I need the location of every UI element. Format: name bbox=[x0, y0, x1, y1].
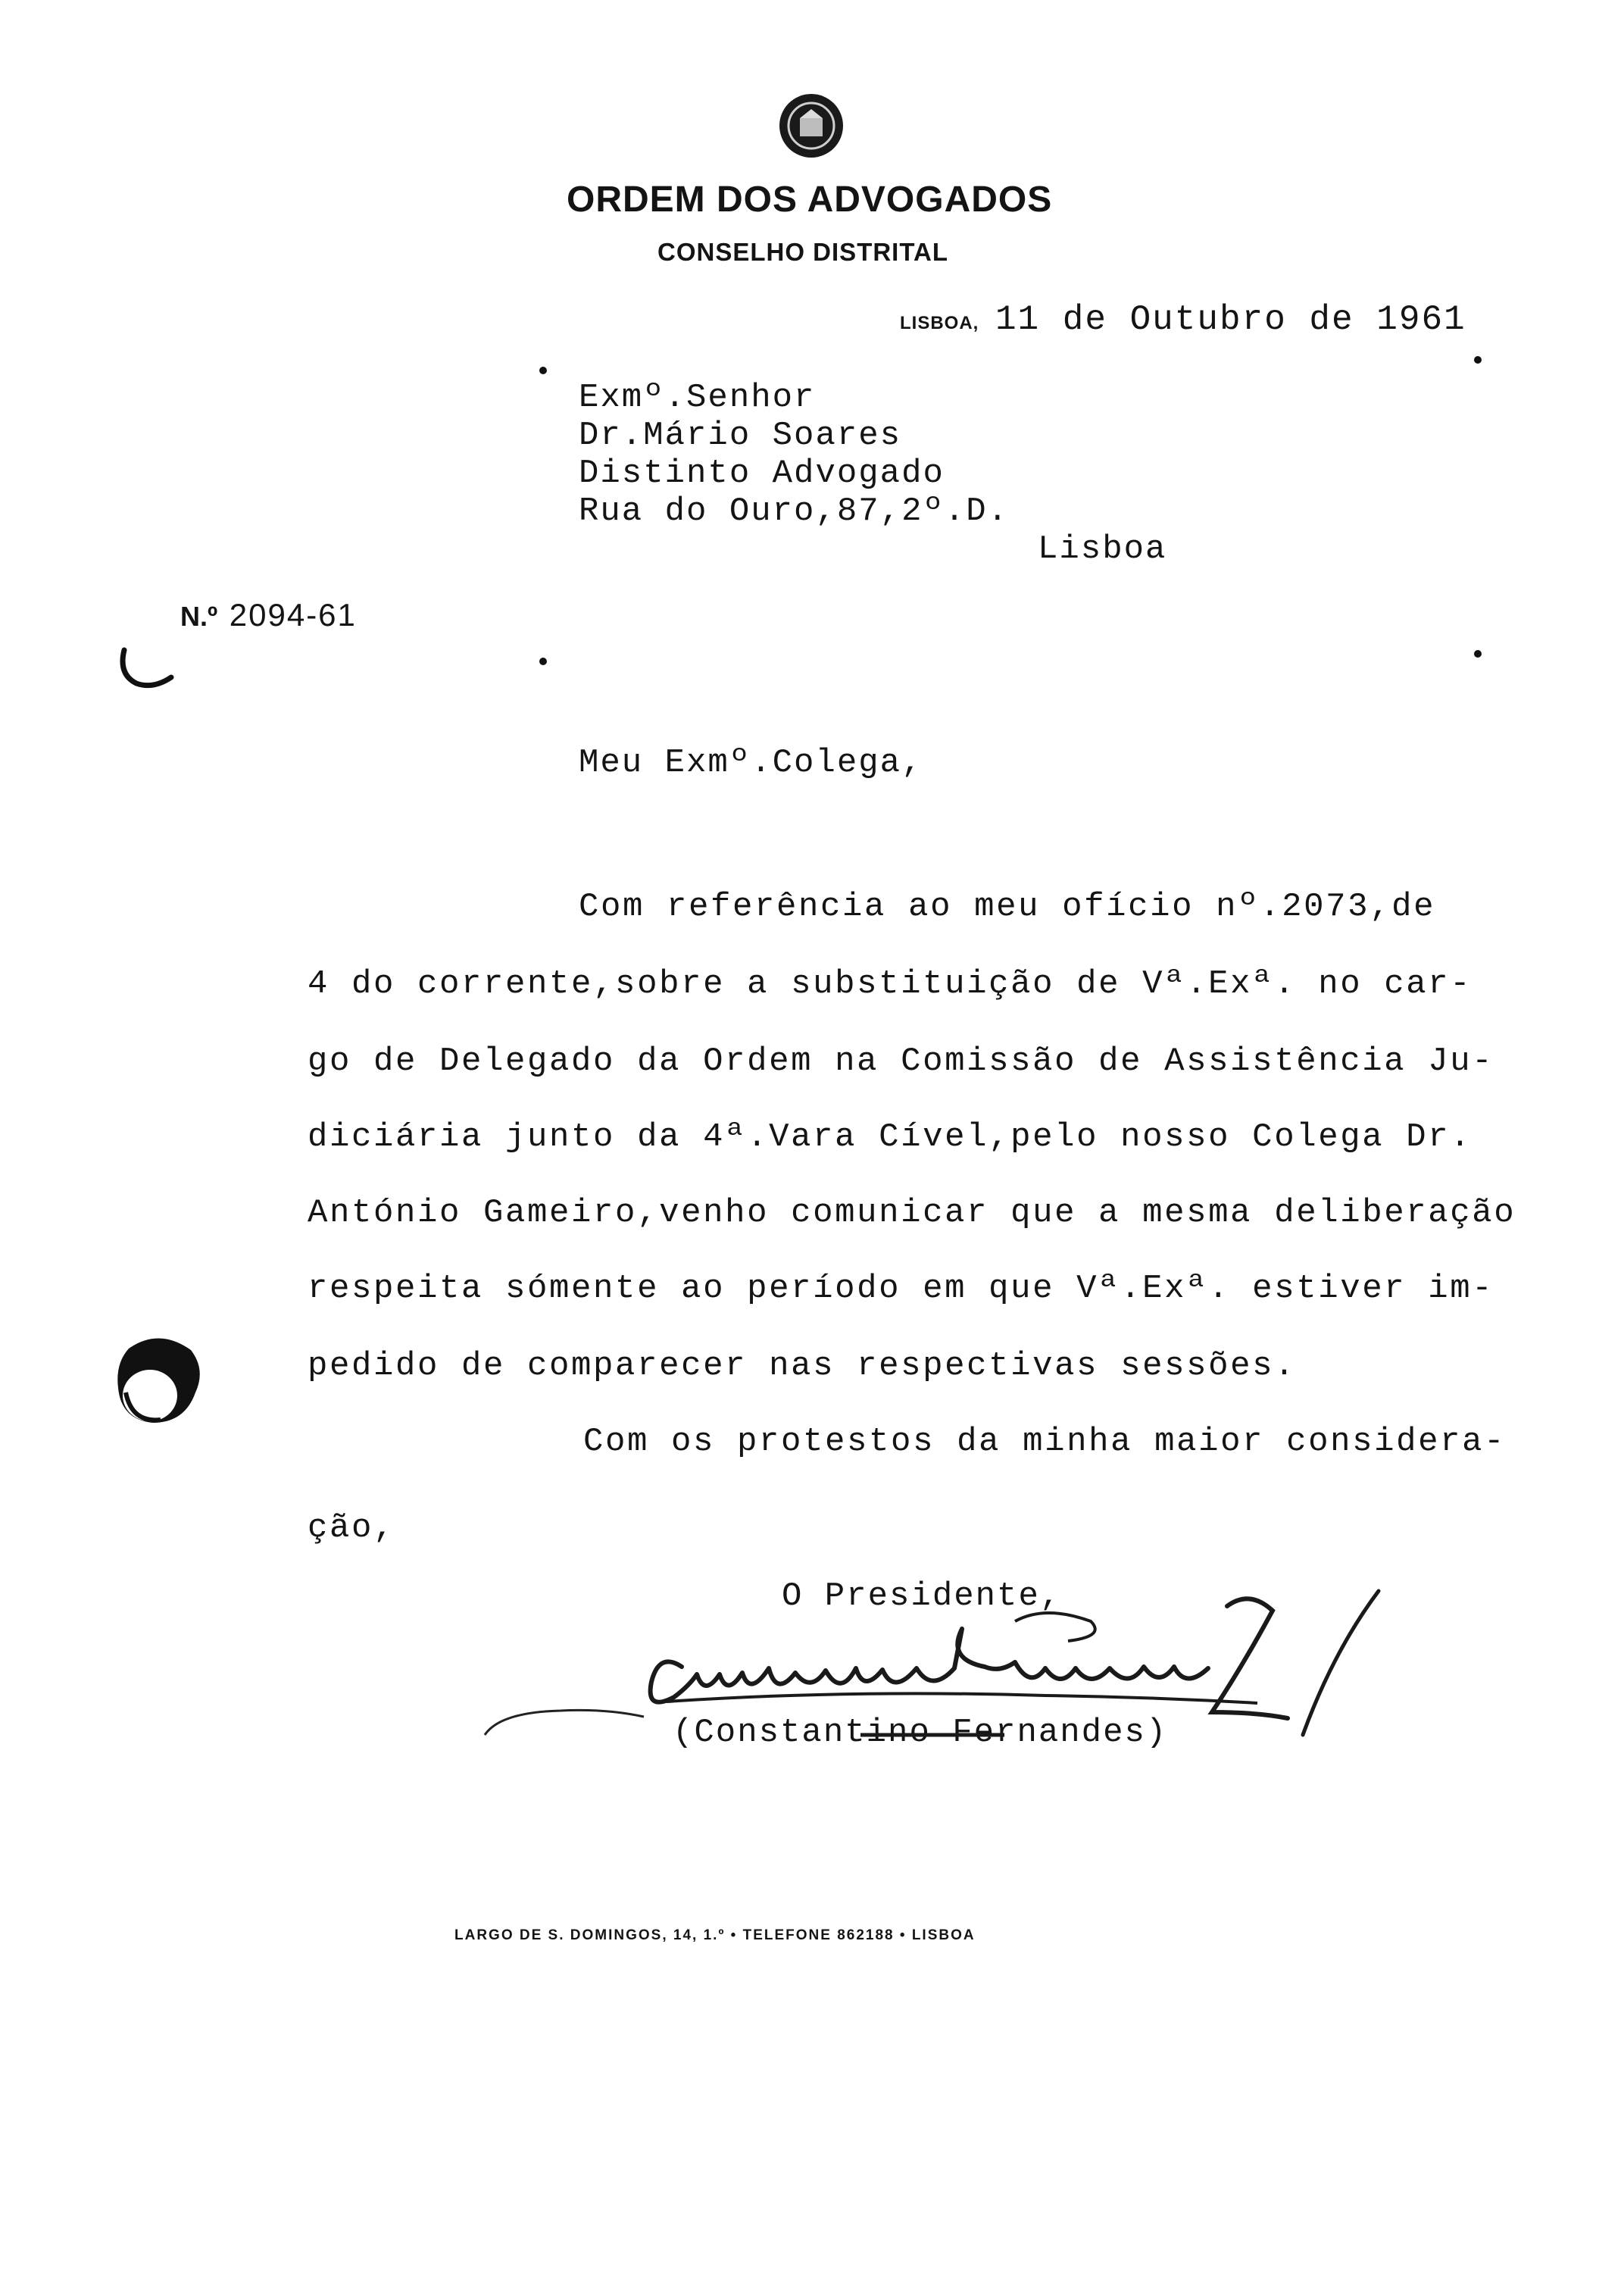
body-line: Com os protestos da minha maior considera- bbox=[583, 1423, 1507, 1461]
body-line: Com referência ao meu ofício nº.2073,de bbox=[579, 888, 1436, 926]
body-line: António Gameiro,venho comunicar que a mesma deliberação bbox=[308, 1194, 1516, 1232]
dateline-city: LISBOA, bbox=[900, 313, 979, 333]
body-line: 4 do corrente,sobre a substituição de Vª.Exª. no car- bbox=[308, 965, 1473, 1003]
strikethrough-mark bbox=[860, 1730, 1004, 1739]
body-line: go de Delegado da Ordem na Comissão de Assistência Ju- bbox=[308, 1042, 1494, 1080]
dateline-date: 11 de Outubro de 1961 bbox=[995, 300, 1466, 339]
recipient-line: Distinto Advogado bbox=[579, 455, 945, 492]
margin-dot bbox=[539, 658, 547, 665]
recipient-line: Dr.Mário Soares bbox=[579, 417, 902, 455]
margin-dot bbox=[1474, 356, 1482, 364]
recipient-city: Lisboa bbox=[1038, 530, 1167, 568]
margin-dot bbox=[1474, 650, 1482, 658]
recipient-line: Rua do Ouro,87,2º.D. bbox=[579, 492, 1010, 530]
recipient-line: Exmº.Senhor bbox=[579, 379, 816, 417]
reference-value: 2094-61 bbox=[229, 597, 357, 633]
body-line: diciária junto da 4ª.Vara Cível,pelo nosso Colega Dr. bbox=[308, 1118, 1473, 1156]
body-line: respeita sómente ao período em que Vª.Exª. estiver im- bbox=[308, 1270, 1494, 1308]
seal-emblem bbox=[777, 91, 845, 161]
binder-mark-icon bbox=[114, 644, 177, 697]
hole-punch-icon bbox=[106, 1333, 212, 1432]
body-line: pedido de comparecer nas respectivas sessões. bbox=[308, 1347, 1297, 1385]
council-name: CONSELHO DISTRITAL bbox=[657, 238, 949, 266]
margin-dot bbox=[539, 367, 547, 374]
dateline bbox=[900, 300, 1466, 339]
org-name: ORDEM DOS ADVOGADOS bbox=[567, 180, 1053, 220]
signatory-name-text: (Constantino Fernandes) bbox=[673, 1714, 1168, 1752]
body-line: ção, bbox=[308, 1509, 396, 1547]
letterhead-footer: LARGO DE S. DOMINGOS, 14, 1.º • TELEFONE 862188 • LISBOA bbox=[454, 1927, 976, 1943]
reference-number bbox=[180, 597, 357, 633]
salutation: Meu Exmº.Colega, bbox=[579, 744, 923, 782]
reference-label: N.º bbox=[180, 601, 218, 632]
closing-title: O Presidente, bbox=[782, 1577, 1062, 1615]
